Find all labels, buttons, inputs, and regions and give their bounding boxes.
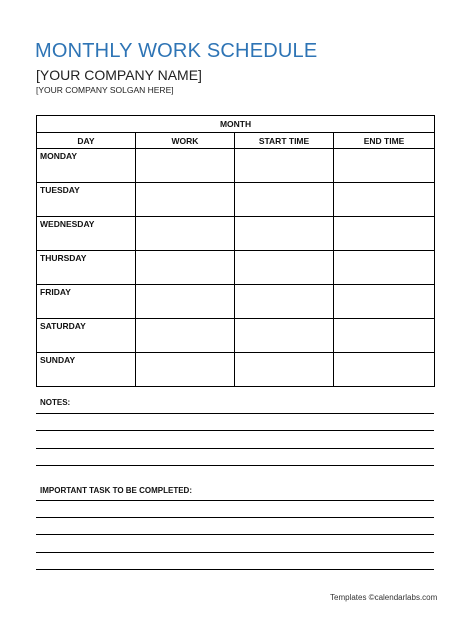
notes-line[interactable] <box>36 448 434 449</box>
start-time-cell[interactable] <box>235 183 334 217</box>
column-header-start-time: START TIME <box>235 133 334 149</box>
day-label-friday: FRIDAY <box>37 285 136 319</box>
table-row <box>37 217 435 251</box>
end-time-cell[interactable] <box>334 251 435 285</box>
task-line[interactable] <box>36 517 434 518</box>
work-cell[interactable] <box>136 217 235 251</box>
work-cell[interactable] <box>136 285 235 319</box>
task-line[interactable] <box>36 569 434 570</box>
company-name: [YOUR COMPANY NAME] <box>36 67 202 83</box>
table-row <box>37 251 435 285</box>
day-label-monday: MONDAY <box>37 149 136 183</box>
end-time-cell[interactable] <box>334 353 435 387</box>
day-label-saturday: SATURDAY <box>37 319 136 353</box>
start-time-cell[interactable] <box>235 217 334 251</box>
end-time-cell[interactable] <box>334 285 435 319</box>
page-title: MONTHLY WORK SCHEDULE <box>35 40 318 62</box>
day-label-sunday: SUNDAY <box>37 353 136 387</box>
task-line[interactable] <box>36 552 434 553</box>
month-header: MONTH <box>37 116 435 133</box>
start-time-cell[interactable] <box>235 149 334 183</box>
end-time-cell[interactable] <box>334 149 435 183</box>
end-time-cell[interactable] <box>334 183 435 217</box>
day-label-wednesday: WEDNESDAY <box>37 217 136 251</box>
task-line[interactable] <box>36 534 434 535</box>
task-line[interactable] <box>36 500 434 501</box>
start-time-cell[interactable] <box>235 353 334 387</box>
tasks-label: IMPORTANT TASK TO BE COMPLETED: <box>40 486 192 495</box>
day-label-thursday: THURSDAY <box>37 251 136 285</box>
notes-line[interactable] <box>36 430 434 431</box>
work-cell[interactable] <box>136 251 235 285</box>
notes-label: NOTES: <box>40 398 71 407</box>
table-row <box>37 149 435 183</box>
column-header-work: WORK <box>136 133 235 149</box>
end-time-cell[interactable] <box>334 217 435 251</box>
footer-credit: Templates ©calendarlabs.com <box>330 593 438 602</box>
work-cell[interactable] <box>136 183 235 217</box>
schedule-table <box>36 115 435 387</box>
start-time-cell[interactable] <box>235 285 334 319</box>
end-time-cell[interactable] <box>334 319 435 353</box>
table-row <box>37 285 435 319</box>
work-cell[interactable] <box>136 353 235 387</box>
table-row <box>37 183 435 217</box>
column-header-end-time: END TIME <box>334 133 435 149</box>
work-cell[interactable] <box>136 149 235 183</box>
day-label-tuesday: TUESDAY <box>37 183 136 217</box>
start-time-cell[interactable] <box>235 319 334 353</box>
work-cell[interactable] <box>136 319 235 353</box>
column-header-day: DAY <box>37 133 136 149</box>
table-row <box>37 319 435 353</box>
notes-line[interactable] <box>36 413 434 414</box>
table-row <box>37 353 435 387</box>
notes-line[interactable] <box>36 465 434 466</box>
start-time-cell[interactable] <box>235 251 334 285</box>
company-slogan: [YOUR COMPANY SOLGAN HERE] <box>36 85 174 95</box>
